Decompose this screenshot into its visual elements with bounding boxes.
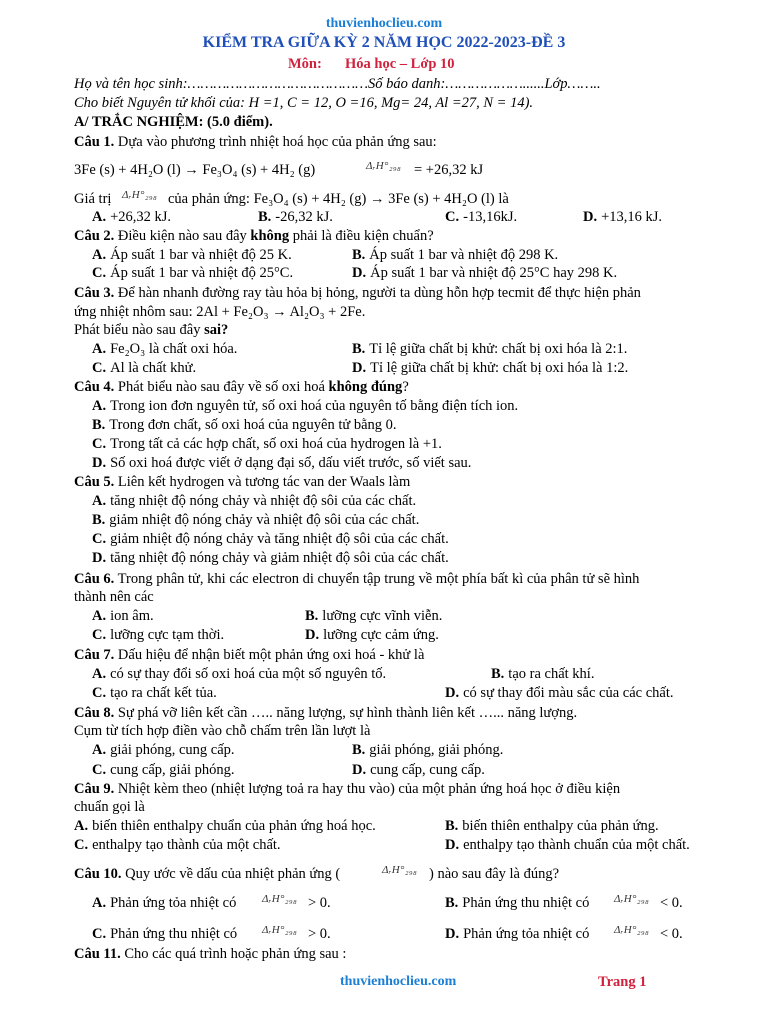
option-b[interactable]: B. biến thiên enthalpy của phản ứng. (445, 818, 659, 834)
option-d[interactable]: D. Áp suất 1 bar và nhiệt độ 25°C hay 298 K. (352, 265, 618, 281)
question-8-line2 (0, 721, 768, 741)
option-a[interactable]: A. biến thiên enthalpy chuẩn của phản ứng hoá học. (74, 818, 376, 834)
option-b[interactable]: B. Áp suất 1 bar và nhiệt độ 298 K. (352, 247, 559, 263)
option-c[interactable]: C. enthalpy tạo thành của một chất. (74, 837, 281, 853)
question-number: Câu 11. (74, 946, 121, 962)
question-6: Câu 6. Trong phân tử, khi các electron di chuyển tập trung về một phía bất kì của phân tử sẽ hình (74, 571, 640, 587)
question-11: Câu 11. Cho các quá trình hoặc phản ứng sau : (74, 946, 347, 962)
question-9-options-row2 (0, 835, 768, 855)
question-text: ) nào sau đây là đúng? (429, 866, 560, 882)
question-3-line2 (0, 302, 768, 322)
option-d[interactable]: D. Tỉ lệ giữa chất bị khử: chất bị oxi hóa là 1:2. (352, 360, 629, 376)
reaction-equation: 3Fe (s) + 4H₂O (l) → Fe₃O₄ (s) + 4H₂ (g) (74, 162, 316, 178)
question-text: Dựa vào phương trình nhiệt hoá học của phản ứng sau: (114, 134, 437, 150)
student-info-line: Họ và tên học sinh:……………………………………Số báo danh:………………......Lớp…….. (74, 76, 601, 92)
option-d[interactable]: D. cung cấp, cung cấp. (352, 762, 485, 778)
question-1-equation (0, 160, 768, 180)
exam-title: KIỂM TRA GIỮA KỲ 2 NĂM HỌC 2022-2023-ĐỀ 3 (202, 34, 566, 51)
question-number: Câu 6. (74, 571, 115, 587)
question-7-options-row1 (0, 664, 768, 684)
option-c[interactable]: C. lưỡng cực tạm thời. (92, 627, 225, 643)
question-10-options-row2 (0, 924, 768, 944)
option-a[interactable]: A. tăng nhiệt độ nóng chảy và nhiệt độ sôi của các chất. (92, 493, 417, 509)
question-8: Câu 8. Sự phá vỡ liên kết cần ….. năng lượng, sự hình thành liên kết …... năng lượng. (74, 705, 578, 721)
header-site-link[interactable]: thuvienhoclieu.com (325, 16, 443, 31)
question-5-option-a (0, 491, 768, 511)
option-b[interactable]: B. -26,32 kJ. (258, 209, 333, 225)
option-a[interactable]: A. ion âm. (92, 608, 154, 624)
option-a[interactable]: A. có sự thay đổi số oxi hoá của một số nguyên tố. (92, 666, 387, 682)
comparison: > 0. (308, 926, 331, 942)
option-b[interactable]: B. tạo ra chất khí. (491, 666, 595, 682)
question-number: Câu 5. (74, 474, 115, 490)
question-number: Câu 10. (74, 866, 122, 882)
option-a[interactable]: A. Fe₂O₃ là chất oxi hóa. (92, 341, 238, 357)
option-c[interactable]: C. giảm nhiệt độ nóng chảy và tăng nhiệt độ sôi của các chất. (92, 531, 449, 547)
comparison: < 0. (660, 895, 683, 911)
option-a[interactable]: A. giải phóng, cung cấp. (92, 742, 235, 758)
option-b[interactable]: B. giải phóng, giải phóng. (352, 742, 504, 758)
option-b[interactable]: B. Trong đơn chất, số oxi hoá của nguyên tử bằng 0. (92, 417, 397, 433)
section-title-row (0, 112, 768, 132)
option-c[interactable]: C. tạo ra chất kết tủa. (92, 685, 217, 701)
question-9-line2 (0, 797, 768, 817)
option-c[interactable]: C. Al là chất khử. (92, 360, 197, 376)
question-3-options-row2 (0, 358, 768, 378)
question-6-options-row1 (0, 606, 768, 626)
atomic-mass-line: Cho biết Nguyên tử khối của: H =1, C = 12, O =16, Mg= 24, Al =27, N = 14). (74, 95, 534, 111)
delta-h-symbol: ΔᵣH°₂₉₈ (122, 189, 158, 201)
question-5-option-d (0, 548, 768, 568)
question-8-options-row1 (0, 740, 768, 760)
section-title: A/ TRẮC NGHIỆM: (5.0 điểm). (74, 114, 273, 130)
delta-h-symbol: ΔᵣH°₂₉₈ (614, 924, 650, 936)
option-d[interactable]: D. Số oxi hoá được viết ở dạng đại số, dấu viết trước, số viết sau. (92, 455, 472, 471)
subject-row (0, 54, 768, 74)
header-site-row (0, 14, 768, 34)
comparison: < 0. (660, 926, 683, 942)
question-3-line3: Phát biểu nào sau đây sai? (74, 322, 229, 338)
question-number: Câu 2. (74, 228, 115, 244)
delta-h-symbol: ΔᵣH°₂₉₈ (366, 160, 402, 172)
option-a[interactable]: A. Trong ion đơn nguyên tử, số oxi hoá của nguyên tố bằng điện tích ion. (92, 398, 519, 414)
question-1 (0, 132, 768, 152)
footer (0, 972, 768, 992)
question-text: chuẩn gọi là (74, 799, 145, 815)
footer-site-link[interactable]: thuvienhoclieu.com (340, 974, 457, 989)
option-d[interactable]: D. +13,16 kJ. (583, 209, 663, 225)
question-4-option-a (0, 396, 768, 416)
question-5-option-c (0, 529, 768, 549)
question-number: Câu 8. (74, 705, 115, 721)
question-number: Câu 9. (74, 781, 115, 797)
delta-h-symbol: ΔᵣH°₂₉₈ (614, 893, 650, 905)
delta-h-symbol: ΔᵣH°₂₉₈ (262, 893, 298, 905)
question-number: Câu 4. (74, 379, 115, 395)
question-text: ứng nhiệt nhôm sau: 2Al + Fe₂O₃ → Al₂O₃ + 2Fe. (74, 304, 366, 320)
question-5-option-b (0, 510, 768, 530)
question-2: Câu 2. Điều kiện nào sau đây không phải là điều kiện chuẩn? (74, 228, 434, 244)
subject-value: Hóa học – Lớp 10 (345, 56, 455, 72)
question-8-options-row2 (0, 760, 768, 780)
question-number: Câu 7. (74, 647, 115, 663)
question-1-options (0, 207, 768, 227)
comparison: > 0. (308, 895, 331, 911)
option-a[interactable]: A. Phản ứng tỏa nhiệt có (92, 895, 237, 911)
question-4-option-c (0, 434, 768, 454)
question-text: Cụm từ tích hợp điền vào chỗ chấm trên lần lượt là (74, 723, 371, 739)
option-d[interactable]: D. Phản ứng tỏa nhiệt có (445, 926, 590, 942)
question-10-options-row1 (0, 893, 768, 913)
option-b[interactable]: B. Tỉ lệ giữa chất bị khử: chất bị oxi hóa là 2:1. (352, 341, 628, 357)
option-b[interactable]: B. giảm nhiệt độ nóng chảy và nhiệt độ sôi của các chất. (92, 512, 420, 528)
question-9-options-row1 (0, 816, 768, 836)
question-6-options-row2 (0, 625, 768, 645)
page-number: Trang 1 (598, 974, 647, 990)
option-d[interactable]: D. có sự thay đổi màu sắc của các chất. (445, 685, 674, 701)
exam-title-row (0, 33, 768, 53)
question-number: Câu 3. (74, 285, 115, 301)
student-info-row (0, 74, 768, 94)
question-9: Câu 9. Nhiệt kèm theo (nhiệt lượng toả ra hay thu vào) của một phản ứng hoá học ở điều kiện (74, 781, 621, 797)
question-number: Câu 1. (74, 134, 115, 150)
option-c[interactable]: C. Trong tất cả các hợp chất, số oxi hoá của hydrogen là +1. (92, 436, 442, 452)
question-7-options-row2 (0, 683, 768, 703)
question-2-options-row2 (0, 263, 768, 283)
option-c[interactable]: C. Phản ứng thu nhiệt có (92, 926, 238, 942)
prompt-post: của phản ứng: Fe₃O₄ (s) + 4H₂ (g) → 3Fe (s) + 4H₂O (l) là (168, 191, 509, 207)
delta-h-symbol: ΔᵣH°₂₉₈ (382, 864, 418, 876)
option-a[interactable]: A. +26,32 kJ. (92, 209, 172, 225)
option-c[interactable]: C. -13,16kJ. (445, 209, 518, 225)
option-c[interactable]: C. Áp suất 1 bar và nhiệt độ 25°C. (92, 265, 294, 281)
question-3: Câu 3. Để hàn nhanh đường ray tàu hỏa bị hỏng, người ta dùng hỗn hợp tecmit để thực hiện phản (74, 285, 641, 301)
option-d[interactable]: D. lưỡng cực cảm ứng. (305, 627, 439, 643)
subject-label: Môn: (288, 56, 322, 72)
option-b[interactable]: B. lưỡng cực vĩnh viễn. (305, 608, 443, 624)
question-3-options-row1 (0, 339, 768, 359)
option-d[interactable]: D. enthalpy tạo thành chuẩn của một chất. (445, 837, 690, 853)
question-7: Câu 7. Dấu hiệu để nhận biết một phản ứng oxi hoá - khử là (74, 647, 425, 663)
delta-h-symbol: ΔᵣH°₂₉₈ (262, 924, 298, 936)
atomic-mass-row (0, 93, 768, 113)
prompt-pre: Giá trị (74, 191, 112, 207)
option-d[interactable]: D. tăng nhiệt độ nóng chảy và giảm nhiệt độ sôi của các chất. (92, 550, 449, 566)
question-4-option-b (0, 415, 768, 435)
question-4-option-d (0, 453, 768, 473)
option-b[interactable]: B. Phản ứng thu nhiệt có (445, 895, 590, 911)
option-c[interactable]: C. cung cấp, giải phóng. (92, 762, 235, 778)
question-text: thành nên các (74, 589, 154, 605)
question-4: Câu 4. Phát biểu nào sau đây về số oxi hoá không đúng? (74, 379, 409, 395)
question-6-line2 (0, 587, 768, 607)
delta-h-value: = +26,32 kJ (414, 162, 484, 178)
option-a[interactable]: A. Áp suất 1 bar và nhiệt độ 25 K. (92, 247, 292, 263)
question-5: Câu 5. Liên kết hydrogen và tương tác van der Waals làm (74, 474, 411, 490)
question-10: Câu 10. Quy ước về dấu của nhiệt phản ứng ( ΔᵣH°₂₉₈ ) nào sau đây là đúng? (0, 864, 768, 884)
question-2-options-row1 (0, 245, 768, 265)
question-1-prompt (0, 189, 768, 209)
